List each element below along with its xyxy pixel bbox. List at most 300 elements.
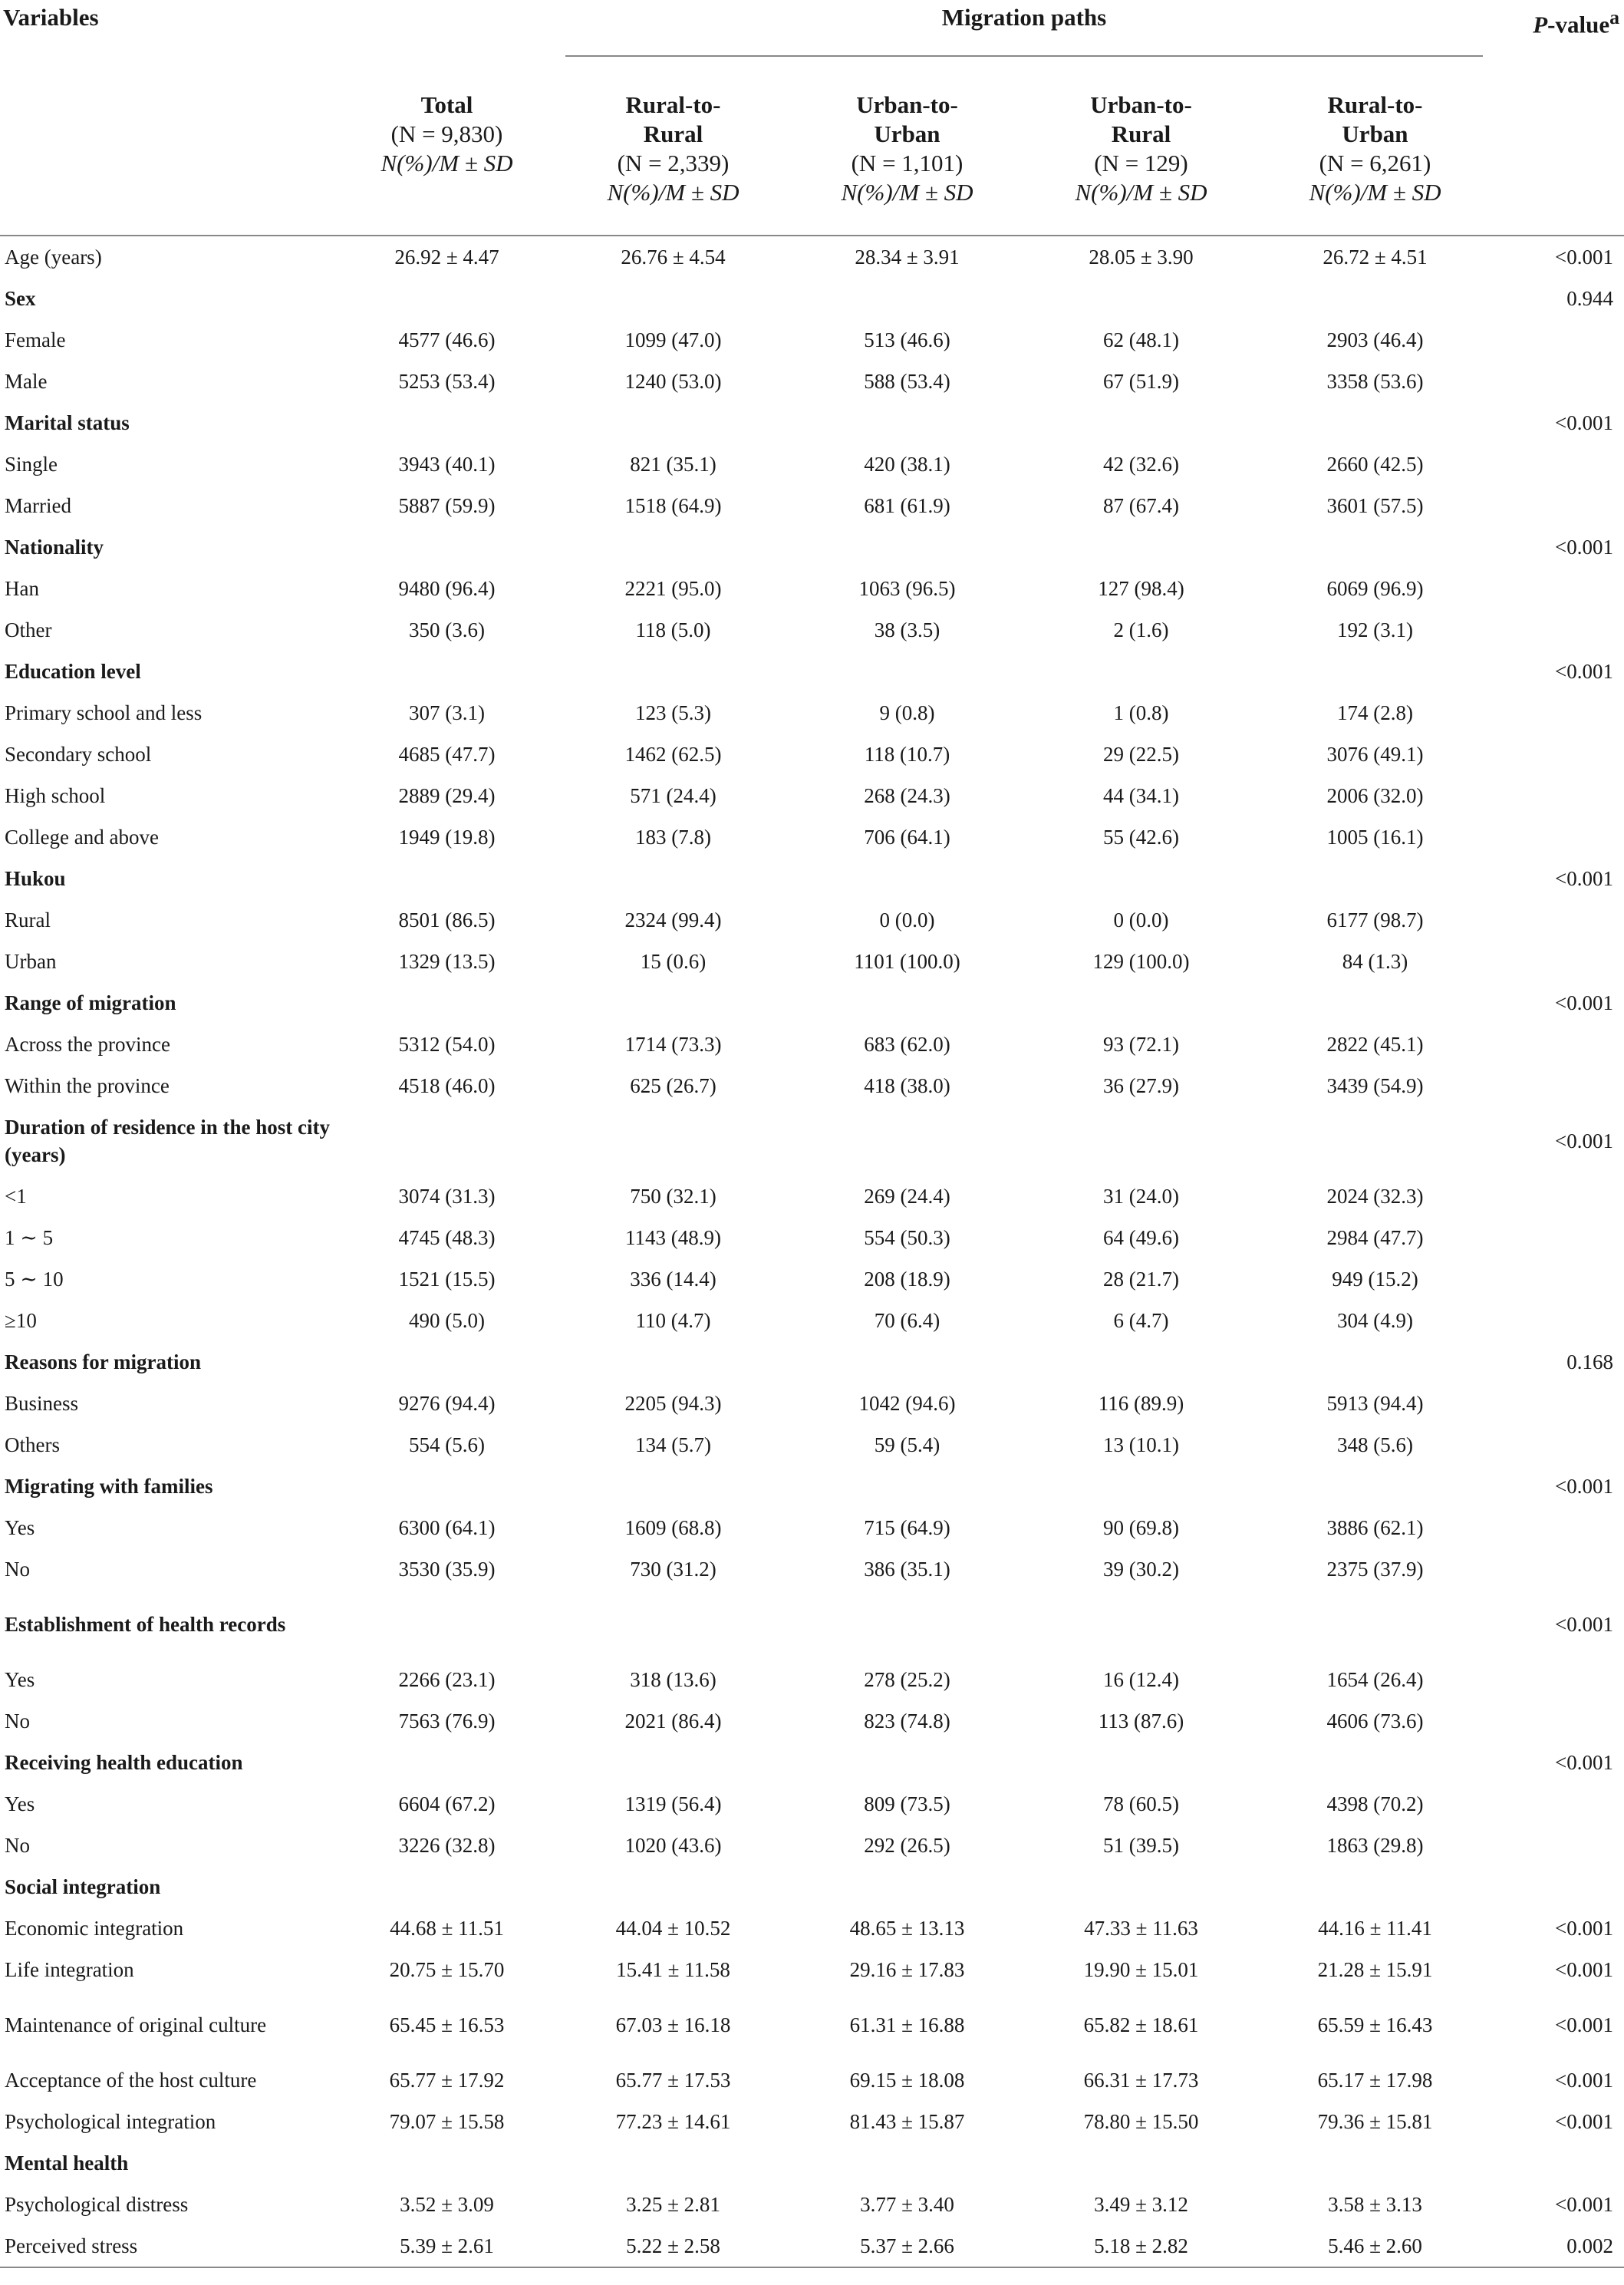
cell-value: 4577 (46.6) [398, 328, 496, 351]
cell-value [1024, 2142, 1258, 2184]
cell-value: 129 (100.0) [1092, 950, 1190, 973]
cell-value: 3439 (54.9) [1326, 1074, 1424, 1097]
cell-value: 3.25 ± 2.81 [626, 2193, 720, 2216]
row-label: ≥10 [5, 1309, 37, 1332]
category-row [0, 1866, 1624, 1907]
cell-value [1258, 278, 1492, 319]
cell-value: 70 (6.4) [874, 1309, 940, 1332]
category-row [0, 982, 1624, 1024]
cell-value: 625 (26.7) [630, 1074, 716, 1097]
category-row [0, 1466, 1624, 1507]
cell-value: 1518 (64.9) [624, 494, 722, 517]
cell-value: 38 (3.5) [874, 618, 940, 641]
cell-value: 269 (24.4) [864, 1185, 950, 1208]
table-row [0, 236, 1624, 278]
cell-value: 318 (13.6) [630, 1668, 716, 1691]
cell-value [790, 1742, 1024, 1783]
row-label: Other [5, 618, 52, 641]
cell-value: 69.15 ± 18.08 [849, 2069, 965, 2092]
p-value-cell: 0.944 [1566, 287, 1613, 310]
cell-value [338, 526, 556, 568]
cell-value: 67.03 ± 16.18 [615, 2013, 731, 2036]
cell-value: 750 (32.1) [630, 1185, 716, 1208]
table-row [0, 319, 1624, 361]
cell-value [556, 858, 790, 899]
cell-value: 5312 (54.0) [398, 1033, 496, 1056]
cell-value: 3886 (62.1) [1326, 1516, 1424, 1539]
cell-value [556, 278, 790, 319]
cell-value: 1143 (48.9) [625, 1226, 721, 1249]
cell-value [338, 402, 556, 443]
cell-value: 90 (69.8) [1103, 1516, 1179, 1539]
migration-paths-label: Migration paths [941, 4, 1107, 31]
cell-value: 39 (30.2) [1103, 1558, 1179, 1581]
cell-value [1258, 402, 1492, 443]
cell-value [556, 2142, 790, 2184]
table-row [0, 1548, 1624, 1590]
p-value-cell [1492, 1300, 1624, 1341]
cell-value: 15.41 ± 11.58 [616, 1958, 730, 1981]
category-row [0, 402, 1624, 443]
p-value-cell [1492, 1424, 1624, 1466]
cell-value [1024, 526, 1258, 568]
row-label: Life integration [5, 1958, 134, 1981]
cell-value [338, 1590, 556, 1659]
cell-value: 28.34 ± 3.91 [855, 246, 960, 269]
cell-value: 64 (49.6) [1103, 1226, 1179, 1249]
column-stat-label: N(%)/M ± SD [1075, 179, 1207, 206]
cell-value: 268 (24.3) [864, 784, 950, 807]
cell-value: 1654 (26.4) [1326, 1668, 1424, 1691]
p-value-cell [1492, 1217, 1624, 1258]
column-header [338, 57, 556, 235]
cell-value: 123 (5.3) [635, 701, 711, 724]
cell-value: 8501 (86.5) [398, 908, 496, 931]
cell-value: 59 (5.4) [874, 1433, 940, 1456]
cell-value: 62 (48.1) [1103, 328, 1179, 351]
cell-value [338, 278, 556, 319]
cell-value: 730 (31.2) [630, 1558, 716, 1581]
cell-value [1258, 1106, 1492, 1175]
cell-value: 683 (62.0) [864, 1033, 950, 1056]
cell-value: 2984 (47.7) [1326, 1226, 1424, 1249]
table-row [0, 941, 1624, 982]
cell-value: 13 (10.1) [1103, 1433, 1179, 1456]
cell-value: 336 (14.4) [630, 1268, 716, 1291]
cell-value [338, 651, 556, 692]
cell-value: 304 (4.9) [1337, 1309, 1413, 1332]
cell-value [790, 858, 1024, 899]
row-label: Psychological distress [5, 2193, 189, 2216]
p-value-cell: <0.001 [1555, 1917, 1613, 1940]
table-row [0, 443, 1624, 485]
cell-value: 65.82 ± 18.61 [1083, 2013, 1199, 2036]
cell-value: 821 (35.1) [630, 453, 716, 476]
cell-value: 44 (34.1) [1103, 784, 1179, 807]
cell-value: 3.58 ± 3.13 [1328, 2193, 1422, 2216]
cell-value: 2021 (86.4) [624, 1710, 722, 1733]
cell-value [1258, 1466, 1492, 1507]
column-sample-size: (N = 6,261) [1319, 150, 1431, 176]
cell-value: 3074 (31.3) [398, 1185, 496, 1208]
row-label: College and above [5, 826, 159, 849]
cell-value: 84 (1.3) [1342, 950, 1408, 973]
cell-value [1258, 1341, 1492, 1383]
column-title-line: Urban-to- [1090, 91, 1192, 118]
column-header [790, 57, 1024, 235]
cell-value: 1099 (47.0) [624, 328, 722, 351]
cell-value [790, 1341, 1024, 1383]
cell-value: 2006 (32.0) [1326, 784, 1424, 807]
category-row [0, 278, 1624, 319]
table-body [0, 236, 1624, 2267]
column-sample-size: (N = 2,339) [617, 150, 730, 176]
cell-value: 588 (53.4) [864, 370, 950, 393]
table-row [0, 1783, 1624, 1825]
cell-value: 5.39 ± 2.61 [338, 2225, 556, 2267]
cell-value [790, 1106, 1024, 1175]
row-label: Business [5, 1392, 79, 1415]
row-label: Married [5, 494, 71, 517]
p-value-cell [1492, 941, 1624, 982]
p-value-cell [1492, 1024, 1624, 1065]
p-value-cell: <0.001 [1555, 411, 1613, 434]
cell-value: 1319 (56.4) [624, 1792, 722, 1815]
cell-value: 26.76 ± 4.54 [621, 246, 726, 269]
row-label: Rural [5, 908, 51, 931]
p-value-cell [1492, 1258, 1624, 1300]
cell-value: 715 (64.9) [864, 1516, 950, 1539]
column-stat-label: N(%)/M ± SD [1309, 179, 1441, 206]
p-value-cell [1492, 899, 1624, 941]
cell-value: 420 (38.1) [864, 453, 950, 476]
table-row [0, 1175, 1624, 1217]
table-row [0, 1659, 1624, 1700]
cell-value: 1020 (43.6) [624, 1834, 722, 1857]
cell-value: 2024 (32.3) [1326, 1185, 1424, 1208]
cell-value: 26.72 ± 4.51 [1323, 246, 1428, 269]
row-label: High school [5, 784, 106, 807]
p-value-cell [1492, 319, 1624, 361]
cell-value: 66.31 ± 17.73 [1083, 2069, 1199, 2092]
cell-value: 31 (24.0) [1103, 1185, 1179, 1208]
p-value-cell: <0.001 [1555, 1613, 1613, 1636]
cell-value: 118 (10.7) [864, 743, 950, 766]
category-label: Sex [5, 287, 36, 310]
cell-value [556, 982, 790, 1024]
row-label: Age (years) [5, 246, 102, 269]
cell-value: 4518 (46.0) [398, 1074, 496, 1097]
row-label: Urban [5, 950, 57, 973]
cell-value [338, 2142, 556, 2184]
row-label: Acceptance of the host culture [5, 2069, 257, 2092]
cell-value: 65.77 ± 17.53 [615, 2069, 731, 2092]
table-row [0, 568, 1624, 609]
cell-value [1024, 1341, 1258, 1383]
cell-value [1258, 651, 1492, 692]
p-value-cell: <0.001 [1555, 991, 1613, 1014]
cell-value: 21.28 ± 15.91 [1317, 1958, 1433, 1981]
cell-value [790, 402, 1024, 443]
cell-value [556, 1866, 790, 1907]
cell-value [790, 1466, 1024, 1507]
cell-value: 3.49 ± 3.12 [1094, 2193, 1188, 2216]
category-label: Mental health [5, 2151, 129, 2175]
cell-value [556, 526, 790, 568]
cell-value [790, 651, 1024, 692]
cell-value: 65.77 ± 17.92 [389, 2069, 505, 2092]
row-label: Within the province [5, 1074, 170, 1097]
cell-value: 2205 (94.3) [624, 1392, 722, 1415]
p-value-cell [1492, 1383, 1624, 1424]
cell-value [1258, 2142, 1492, 2184]
cell-value: 554 (50.3) [864, 1226, 950, 1249]
cell-value: 4745 (48.3) [398, 1226, 496, 1249]
cell-value: 418 (38.0) [864, 1074, 950, 1097]
cell-value [556, 651, 790, 692]
cell-value: 2822 (45.1) [1326, 1033, 1424, 1056]
cell-value: 44.16 ± 11.41 [1318, 1917, 1432, 1940]
p-value-cell [1492, 609, 1624, 651]
cell-value: 3358 (53.6) [1326, 370, 1424, 393]
cell-value [556, 1590, 790, 1659]
cell-value: 61.31 ± 16.88 [849, 2013, 965, 2036]
cell-value: 78.80 ± 15.50 [1083, 2110, 1199, 2133]
category-row [0, 1590, 1624, 1659]
cell-value: 78 (60.5) [1103, 1792, 1179, 1815]
cell-value: 1949 (19.8) [398, 826, 496, 849]
cell-value [1258, 858, 1492, 899]
p-value-cell: <0.001 [1555, 536, 1613, 559]
row-label: No [5, 1710, 30, 1733]
cell-value: 6 (4.7) [1113, 1309, 1169, 1332]
column-title-line: Urban [874, 120, 940, 147]
cell-value [1024, 982, 1258, 1024]
p-value-cell [1492, 816, 1624, 858]
row-label: 1 ∼ 5 [5, 1226, 54, 1249]
column-title-line: Urban [1342, 120, 1408, 147]
column-sample-size: (N = 1,101) [851, 150, 964, 176]
table-row [0, 485, 1624, 526]
cell-value [790, 526, 1024, 568]
cell-value [790, 1866, 1024, 1907]
table-row [0, 2101, 1624, 2142]
row-label: Primary school and less [5, 701, 203, 724]
p-value-cell [1492, 1065, 1624, 1106]
row-label: <1 [5, 1185, 27, 1208]
table-row [0, 1907, 1624, 1949]
cell-value [338, 1341, 556, 1383]
row-label: Perceived stress [0, 2225, 338, 2267]
category-label: Nationality [5, 536, 104, 559]
cell-value [556, 1742, 790, 1783]
cell-value: 1240 (53.0) [624, 370, 722, 393]
cell-value: 5.46 ± 2.60 [1258, 2225, 1492, 2267]
cell-value: 2324 (99.4) [624, 908, 722, 931]
cell-value: 5.37 ± 2.66 [790, 2225, 1024, 2267]
table-row [0, 1258, 1624, 1300]
cell-value: 134 (5.7) [635, 1433, 711, 1456]
migration-paths-header [556, 0, 1492, 41]
p-value-cell [1492, 2142, 1624, 2184]
cell-value: 55 (42.6) [1103, 826, 1179, 849]
cell-value: 4685 (47.7) [398, 743, 496, 766]
cell-value [556, 1466, 790, 1507]
table-row [0, 609, 1624, 651]
cell-value [790, 1590, 1024, 1659]
cell-value: 809 (73.5) [864, 1792, 950, 1815]
p-value-cell [1492, 361, 1624, 402]
table-row [0, 2225, 1624, 2267]
cell-value: 1329 (13.5) [398, 950, 496, 973]
category-row [0, 526, 1624, 568]
cell-value: 93 (72.1) [1103, 1033, 1179, 1056]
cell-value [1258, 1866, 1492, 1907]
column-stat-label: N(%)/M ± SD [607, 179, 740, 206]
column-sample-size: (N = 129) [1094, 150, 1188, 176]
cell-value [338, 1742, 556, 1783]
cell-value: 3226 (32.8) [398, 1834, 496, 1857]
cell-value [556, 1341, 790, 1383]
category-label: Education level [5, 660, 141, 683]
p-value-cell [1492, 1507, 1624, 1548]
row-label: Yes [5, 1516, 35, 1539]
p-value-cell [1492, 692, 1624, 734]
cell-value: 77.23 ± 14.61 [615, 2110, 731, 2133]
row-label: 5 ∼ 10 [5, 1268, 64, 1291]
table-row [0, 1024, 1624, 1065]
p-value-cell [1492, 485, 1624, 526]
cell-value: 19.90 ± 15.01 [1083, 1958, 1199, 1981]
table-row [0, 734, 1624, 775]
table-row [0, 1424, 1624, 1466]
p-value-cell [1492, 734, 1624, 775]
p-value-cell: <0.001 [1555, 1129, 1613, 1152]
category-label: Migrating with families [5, 1475, 213, 1498]
row-label: Maintenance of original culture [5, 2013, 267, 2036]
column-title-line: Rural-to- [1327, 91, 1423, 118]
cell-value: 2889 (29.4) [398, 784, 496, 807]
category-label: Marital status [5, 411, 130, 434]
p-value-cell [1492, 775, 1624, 816]
cell-value: 6300 (64.1) [398, 1516, 496, 1539]
row-label: Single [5, 453, 58, 476]
category-row [0, 858, 1624, 899]
cell-value: 113 (87.6) [1098, 1710, 1184, 1733]
cell-value: 47.33 ± 11.63 [1084, 1917, 1198, 1940]
p-value-cell: 0.002 [1492, 2225, 1624, 2267]
cell-value [1024, 278, 1258, 319]
cell-value: 65.17 ± 17.98 [1317, 2069, 1433, 2092]
row-label: Female [5, 328, 66, 351]
cell-value: 386 (35.1) [864, 1558, 950, 1581]
cell-value: 1101 (100.0) [854, 950, 960, 973]
cell-value [1258, 982, 1492, 1024]
cell-value: 4606 (73.6) [1326, 1710, 1424, 1733]
table-row [0, 1700, 1624, 1742]
cell-value: 81.43 ± 15.87 [849, 2110, 965, 2133]
p-value-cell [1492, 1700, 1624, 1742]
cell-value: 65.45 ± 16.53 [389, 2013, 505, 2036]
cell-value: 28 (21.7) [1103, 1268, 1179, 1291]
cell-value: 513 (46.6) [864, 328, 950, 351]
table-header [0, 0, 1624, 236]
cell-value [1024, 1106, 1258, 1175]
table-row [0, 1825, 1624, 1866]
cell-value: 65.59 ± 16.43 [1317, 2013, 1433, 2036]
cell-value: 3076 (49.1) [1326, 743, 1424, 766]
cell-value: 1063 (96.5) [858, 577, 956, 600]
column-title-line: Rural [643, 120, 703, 147]
cell-value [1024, 1742, 1258, 1783]
category-label: Social integration [5, 1875, 161, 1898]
cell-value: 1462 (62.5) [624, 743, 722, 766]
cell-value: 127 (98.4) [1098, 577, 1184, 600]
p-value-cell: 0.168 [1566, 1350, 1613, 1373]
cell-value [1024, 858, 1258, 899]
table-row [0, 775, 1624, 816]
cell-value: 0 (0.0) [1113, 908, 1169, 931]
p-value-cell: <0.001 [1555, 2193, 1613, 2216]
cell-value: 681 (61.9) [864, 494, 950, 517]
cell-value: 949 (15.2) [1332, 1268, 1418, 1291]
cell-value: 292 (26.5) [864, 1834, 950, 1857]
cell-value: 4398 (70.2) [1326, 1792, 1424, 1815]
category-label: Establishment of health records [5, 1613, 286, 1636]
cell-value: 44.68 ± 11.51 [390, 1917, 504, 1940]
cell-value: 29.16 ± 17.83 [849, 1958, 965, 1981]
p-value-cell [1492, 1548, 1624, 1590]
category-label: Reasons for migration [5, 1350, 201, 1373]
cell-value: 2660 (42.5) [1326, 453, 1424, 476]
table-row [0, 1507, 1624, 1548]
row-label: Others [5, 1433, 60, 1456]
cell-value [1024, 402, 1258, 443]
cell-value: 0 (0.0) [879, 908, 935, 931]
category-label: Range of migration [5, 991, 176, 1014]
cell-value: 183 (7.8) [635, 826, 711, 849]
table-row [0, 1990, 1624, 2059]
category-label: Receiving health education [5, 1751, 243, 1774]
category-row [0, 1341, 1624, 1383]
cell-value: 1521 (15.5) [398, 1268, 496, 1291]
cell-value: 1609 (68.8) [624, 1516, 722, 1539]
cell-value: 15 (0.6) [640, 950, 707, 973]
cell-value: 48.65 ± 13.13 [849, 1917, 965, 1940]
p-value-cell: <0.001 [1555, 1475, 1613, 1498]
p-value-cell [1492, 1659, 1624, 1700]
column-sample-size: (N = 9,830) [390, 120, 503, 147]
column-stat-label: N(%)/M ± SD [380, 150, 513, 176]
cell-value: 2903 (46.4) [1326, 328, 1424, 351]
row-label: Secondary school [5, 743, 152, 766]
cell-value: 2266 (23.1) [398, 1668, 496, 1691]
cell-value: 79.36 ± 15.81 [1317, 2110, 1433, 2133]
cell-value: 26.92 ± 4.47 [394, 246, 499, 269]
cell-value: 1 (0.8) [1113, 701, 1169, 724]
cell-value: 3.77 ± 3.40 [860, 2193, 954, 2216]
cell-value: 3943 (40.1) [398, 453, 496, 476]
table-row [0, 692, 1624, 734]
cell-value: 490 (5.0) [409, 1309, 485, 1332]
cell-value: 5.22 ± 2.58 [556, 2225, 790, 2267]
cell-value: 9 (0.8) [879, 701, 935, 724]
cell-value: 2221 (95.0) [624, 577, 722, 600]
row-label: Across the province [5, 1033, 170, 1056]
row-label: Male [5, 370, 48, 393]
cell-value [790, 278, 1024, 319]
column-title-line: Rural-to- [625, 91, 721, 118]
